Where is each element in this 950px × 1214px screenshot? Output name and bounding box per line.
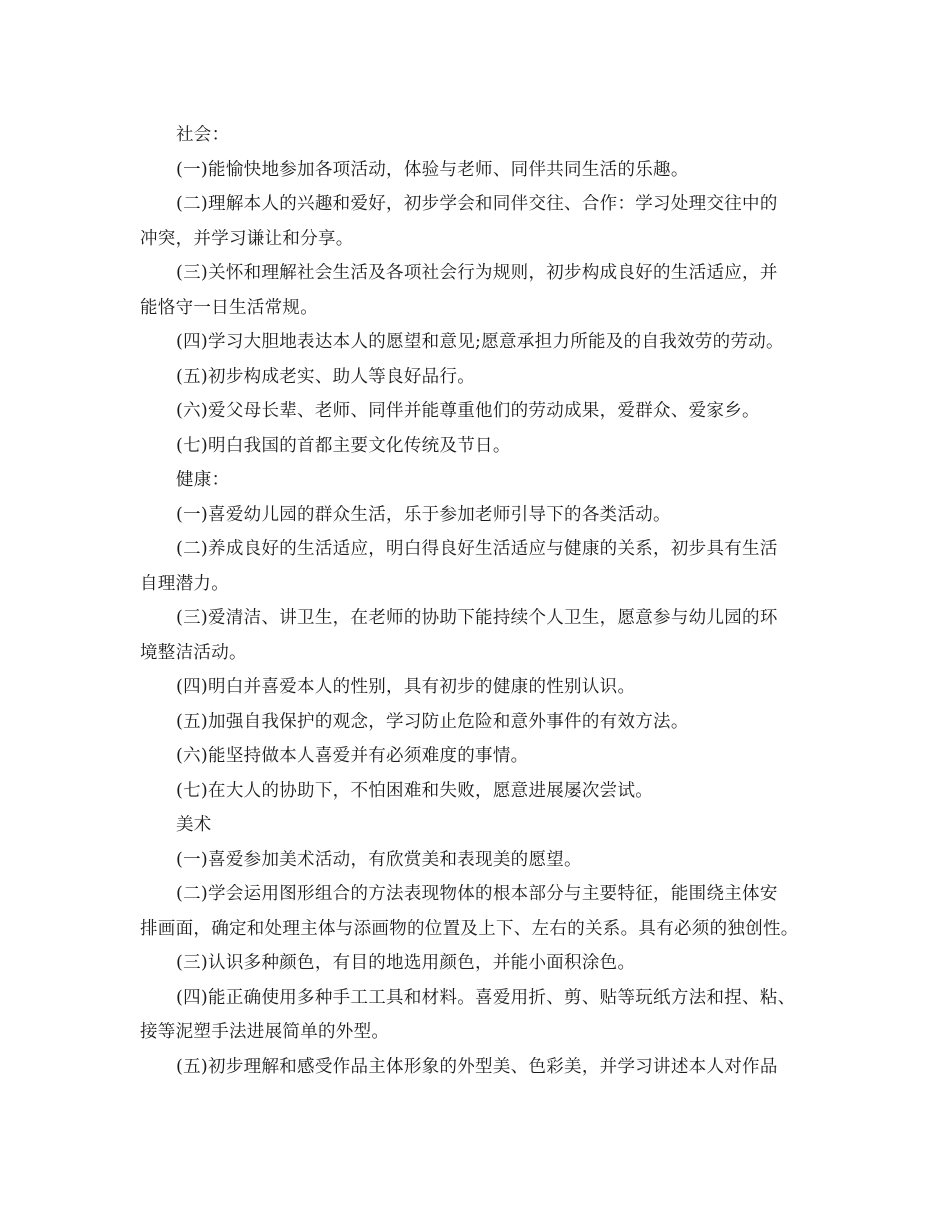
document-page <box>140 118 820 1084</box>
paragraph-line: (六)能坚持做本人喜爱并有必须难度的事情。 <box>176 746 529 766</box>
section-heading-social: 社会： <box>176 125 230 145</box>
paragraph-line: 自理潜力。 <box>140 573 229 594</box>
paragraph-line: (一)喜爱幼儿园的群众生活，乐于参加老师引导下的各类活动。 <box>176 504 671 525</box>
section-heading-health: 健康： <box>176 470 230 490</box>
paragraph-line: (三)爱清洁、讲卫生，在老师的协助下能持续个人卫生，愿意参与幼儿园的环 <box>176 608 778 628</box>
paragraph-line: 接等泥塑手法进展简单的外型。 <box>140 1022 390 1042</box>
paragraph-line: (二)养成良好的生活适应，明白得良好生活适应与健康的关系，初步具有生活 <box>176 539 778 559</box>
paragraph-line: 境整洁活动。 <box>140 642 247 663</box>
paragraph-line: (二)学会运用图形组合的方法表现物体的根本部分与主要特征，能围绕主体安 <box>176 884 778 904</box>
paragraph-line: (五)初步构成老实、助人等良好品行。 <box>176 366 476 387</box>
paragraph-line: 冲突，并学习谦让和分享。 <box>140 228 354 249</box>
paragraph-line: (五)加强自我保护的观念，学习防止危险和意外事件的有效方法。 <box>176 711 689 732</box>
paragraph-line: 能恪守一日生活常规。 <box>140 297 318 318</box>
paragraph-line: (二)理解本人的兴趣和爱好，初步学会和同伴交往、合作：学习处理交往中的 <box>176 194 778 214</box>
paragraph-line: (一)能愉快地参加各项活动，体验与老师、同伴共同生活的乐趣。 <box>176 159 689 180</box>
paragraph-line: (四)学习大胆地表达本人的愿望和意见;愿意承担力所能及的自我效劳的劳动。 <box>176 332 784 352</box>
paragraph-line: (四)明白并喜爱本人的性别，具有初步的健康的性别认识。 <box>176 677 636 697</box>
paragraph-line: (四)能正确使用多种手工工具和材料。喜爱用折、剪、贴等玩纸方法和捏、粘、 <box>176 987 796 1008</box>
section-heading-art: 美术 <box>176 815 212 835</box>
paragraph-line: (三)认识多种颜色，有目的地选用颜色，并能小面积涂色。 <box>176 953 636 973</box>
paragraph-line: (三)关怀和理解社会生活及各项社会行为规则，初步构成良好的生活适应，并 <box>176 263 778 283</box>
paragraph-line: (七)在大人的协助下，不怕困难和失败，愿意进展屡次尝试。 <box>176 780 654 801</box>
paragraph-line: 排画面，确定和处理主体与添画物的位置及上下、左右的关系。具有必须的独创性。 <box>140 918 799 939</box>
paragraph-line: (七)明白我国的首都主要文化传统及节日。 <box>176 435 511 456</box>
paragraph-line: (五)初步理解和感受作品主体形象的外型美、色彩美，并学习讲述本人对作品 <box>176 1056 778 1077</box>
paragraph-line: (六)爱父母长辈、老师、同伴并能尊重他们的劳动成果，爱群众、爱家乡。 <box>176 401 760 421</box>
paragraph-line: (一)喜爱参加美术活动，有欣赏美和表现美的愿望。 <box>176 849 582 870</box>
